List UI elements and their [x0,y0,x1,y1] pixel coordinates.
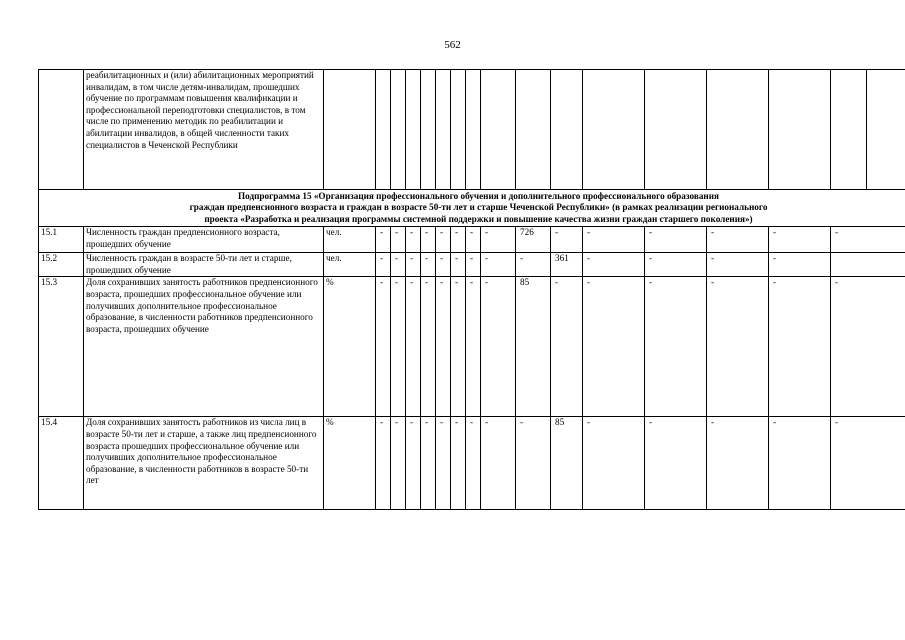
value-cell [436,70,451,190]
value-cell [481,70,516,190]
value-cell [867,70,905,190]
row-number-cell: 15.3 [39,277,84,417]
value-cell: - [481,253,516,277]
unit-cell [324,70,376,190]
value-cell [645,70,707,190]
page-number: 562 [444,39,461,51]
value-cell [831,70,867,190]
indicator-name-cell: Численность граждан в возрасте 50-ти лет и старше, прошедших обучение [84,253,324,277]
value-cell: - [376,227,391,253]
value-cell: - [436,277,451,417]
value-cell: - [436,227,451,253]
value-cell: - [516,417,551,510]
value-cell: 726 [516,227,551,253]
indicators-table [38,69,905,510]
value-cell [406,70,421,190]
value-cell: - [421,277,436,417]
indicator-name-cell: реабилитационных и (или) абилитационных мероприятий инвалидам, в том числе детям-инвалидам, прошедших обучение по программам повышения квалификации и профессиональной переподготовки специалистов, в том числе по применению методик по реабилитации и абилитации инвалидов, в общей численности таких специалистов в Чеченской Республики [84,70,324,190]
value-cell [421,70,436,190]
value-cell: - [645,253,707,277]
value-cell: - [466,227,481,253]
indicator-name-cell: Численность граждан предпенсионного возраста, прошедших обучение [84,227,324,253]
value-cell: 85 [516,277,551,417]
value-cell: - [481,277,516,417]
table-row [39,253,905,277]
value-cell [391,70,406,190]
value-cell: - [406,227,421,253]
value-cell: - [769,227,831,253]
value-cell: - [551,227,583,253]
value-cell [451,70,466,190]
value-cell: - [707,417,769,510]
indicator-name-cell: Доля сохранивших занятость работников предпенсионного возраста, прошедших профессиональное обучение или получивших дополнительное профессиональное образование, в численности работников предпенсионного возраста, прошедших обучение [84,277,324,417]
value-cell: - [645,277,707,417]
value-cell: - [583,277,645,417]
value-cell: - [436,417,451,510]
row-number-cell: 15.2 [39,253,84,277]
value-cell [376,70,391,190]
subprogram-heading-line: граждан предпенсионного возраста и граждан в возрасте 50-ти лет и старше Чеченской Республики» (в рамках реализации регионального [189,202,768,213]
value-cell: - [707,227,769,253]
value-cell: - [376,417,391,510]
value-cell [551,70,583,190]
unit-cell: % [324,417,376,510]
value-cell: - [551,277,583,417]
value-cell: - [645,227,707,253]
value-cell: - [831,417,905,510]
value-cell [466,70,481,190]
indicator-name-cell: Доля сохранивших занятость работников из числа лиц в возрасте 50-ти лет и старше, а также лиц предпенсионного возраста прошедших профессиональное обучение или получивших дополнительное профессиональное образование, в численности работников в возрасте 50-ти лет [84,417,324,510]
value-cell: - [406,253,421,277]
value-cell: - [466,417,481,510]
value-cell: - [583,417,645,510]
value-cell: - [391,277,406,417]
value-cell: - [376,277,391,417]
value-cell: - [421,253,436,277]
value-cell: - [391,417,406,510]
value-cell: - [769,277,831,417]
unit-cell: чел. [324,227,376,253]
value-cell: - [451,227,466,253]
value-cell [707,70,769,190]
table-row [39,277,905,417]
unit-cell: % [324,277,376,417]
value-cell: - [406,277,421,417]
value-cell: - [436,253,451,277]
value-cell: - [451,253,466,277]
value-cell: - [466,277,481,417]
row-number-cell: 15.4 [39,417,84,510]
value-cell: - [516,253,551,277]
value-cell: 85 [551,417,583,510]
value-cell: - [831,277,905,417]
subprogram-heading [39,190,905,227]
value-cell: - [451,417,466,510]
table-row [39,417,905,510]
value-cell [831,253,905,277]
value-cell: - [376,253,391,277]
value-cell: 361 [551,253,583,277]
value-cell: - [421,417,436,510]
value-cell: - [583,253,645,277]
value-cell: - [583,227,645,253]
subprogram-heading-line: Подпрограмма 15 «Организация профессионального обучения и дополнительного профессионального образования [238,191,719,201]
value-cell [516,70,551,190]
unit-cell: чел. [324,253,376,277]
value-cell: - [707,277,769,417]
table-row [39,227,905,253]
value-cell: - [645,417,707,510]
subprogram-heading-row [39,190,905,227]
value-cell: - [707,253,769,277]
value-cell [583,70,645,190]
value-cell: - [831,227,905,253]
value-cell: - [391,253,406,277]
value-cell [769,70,831,190]
value-cell: - [769,253,831,277]
row-number-cell [39,70,84,190]
row-number-cell: 15.1 [39,227,84,253]
value-cell: - [421,227,436,253]
value-cell: - [451,277,466,417]
value-cell: - [391,227,406,253]
value-cell: - [481,227,516,253]
value-cell: - [466,253,481,277]
value-cell: - [406,417,421,510]
table-row [39,70,905,190]
value-cell: - [769,417,831,510]
subprogram-heading-line: проекта «Разработка и реализация программы системной поддержки и повышение качества жизни граждан старшего поколения») [204,213,753,224]
value-cell: - [481,417,516,510]
